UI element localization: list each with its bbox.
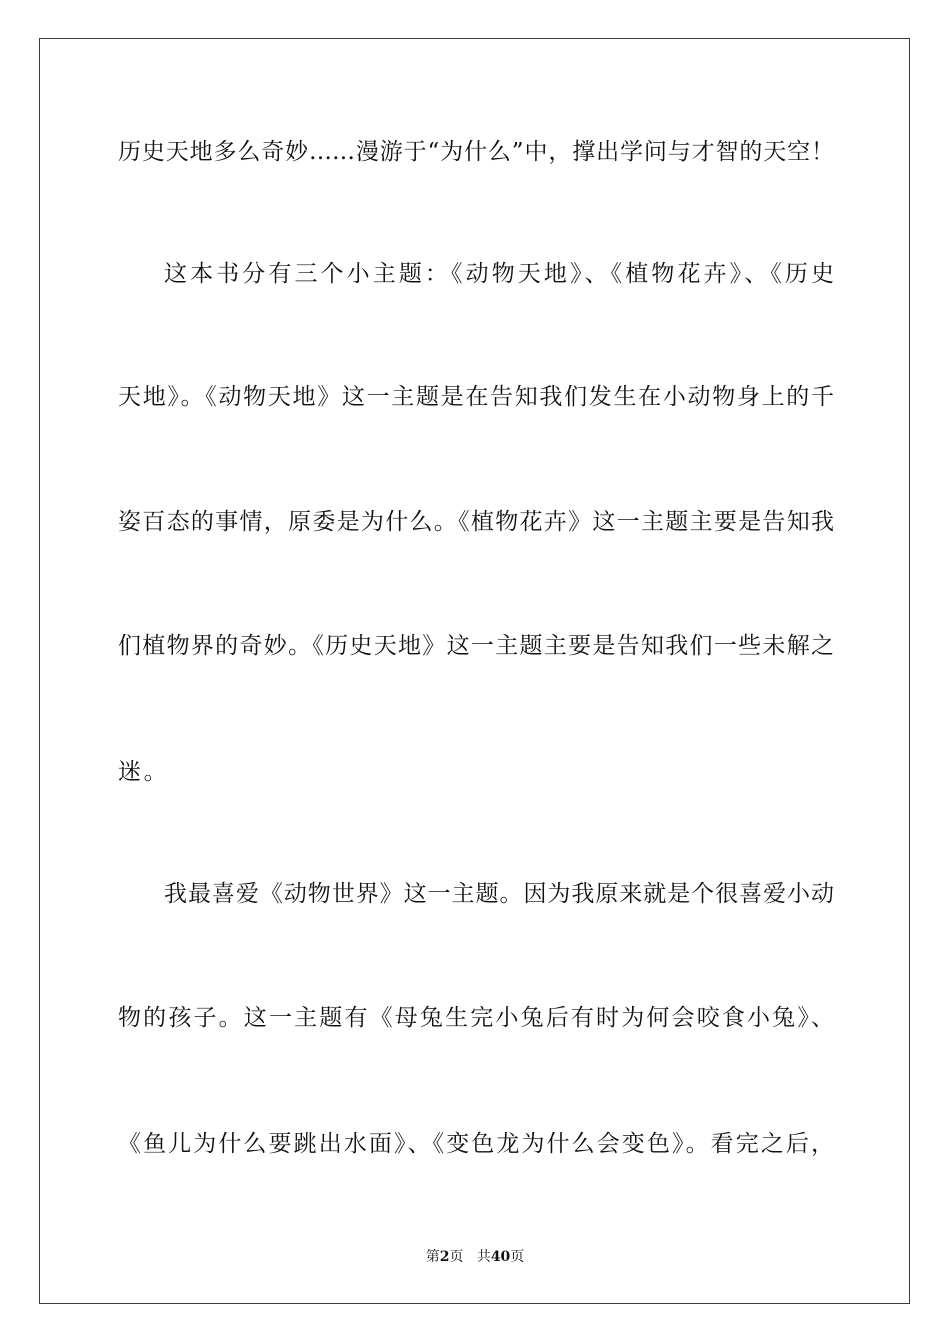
text-line-8: 物的孩子。这一主题有《母兔生完小兔后有时为何会咬食小兔》、 <box>118 1005 834 1031</box>
text-line-1: 历史天地多么奇妙……漫游于“为什么”中，撑出学问与才智的天空！ <box>118 139 834 165</box>
footer-page-suffix: 页 <box>449 1249 464 1265</box>
text-line-4: 姿百态的事情，原委是为什么。《植物花卉》这一主题主要是告知我 <box>118 509 834 535</box>
text-line-5: 们植物界的奇妙。《历史天地》这一主题主要是告知我们一些未解之 <box>118 633 834 659</box>
page-footer <box>0 1247 950 1267</box>
text-line-6: 迷。 <box>118 759 170 785</box>
text-line-2: 这本书分有三个小主题：《动物天地》、《植物花卉》、《历史 <box>164 261 834 287</box>
text-line-3: 天地》。《动物天地》这一主题是在告知我们发生在小动物身上的千 <box>118 384 834 410</box>
text-line-9: 《鱼儿为什么要跳出水面》、《变色龙为什么会变色》。看完之后， <box>118 1131 834 1157</box>
footer-total-suffix: 页 <box>510 1249 525 1265</box>
page-frame <box>39 38 910 1304</box>
footer-total-pages: 40 <box>490 1249 511 1265</box>
footer-total-prefix: 共 <box>476 1249 491 1265</box>
footer-prefix: 第 <box>425 1249 440 1265</box>
text-line-7: 我最喜爱《动物世界》这一主题。因为我原来就是个很喜爱小动 <box>164 881 834 907</box>
footer-page-number: 2 <box>439 1249 450 1265</box>
